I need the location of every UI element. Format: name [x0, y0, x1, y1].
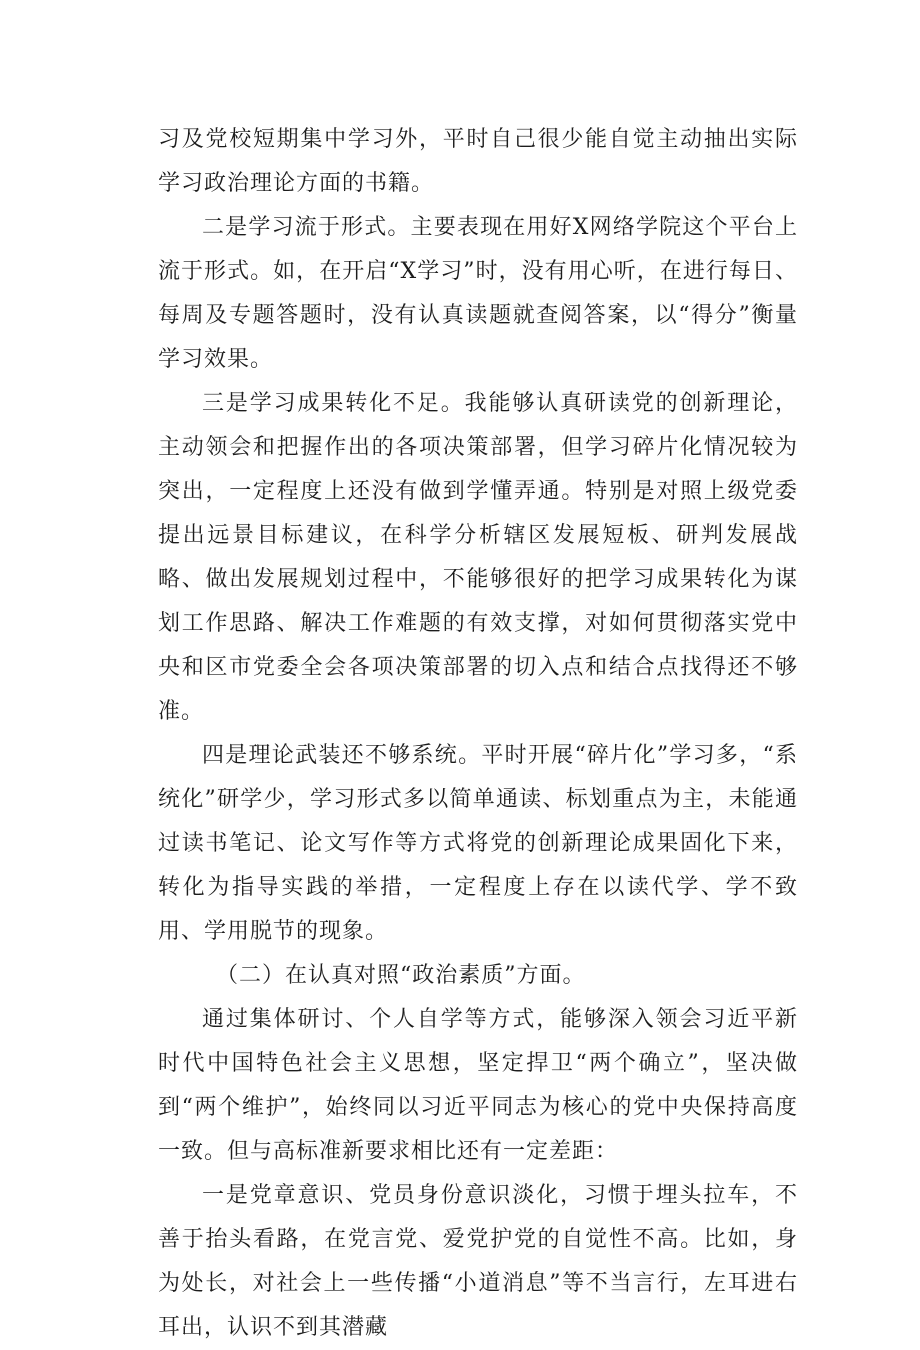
paragraph-point-two-formalism: 二是学习流于形式。主要表现在用好X网络学院这个平台上流于形式。如，在开启“X学习”时，没有用心听，在进行每日、每周及专题答题时，没有认真读题就查阅答案，以“得分”衡量学习效果。	[158, 215, 798, 372]
paragraph-point-three-transformation: 三是学习成果转化不足。我能够认真研读党的创新理论，主动领会和把握作出的各项决策部署，但学习碎片化情况较为突出，一定程度上还没有做到学懂弄通。特别是对照上级党委提出远景目标建议，在科学分析辖区发展短板、研判发展战略、做出发展规划过程中，不能够很好的把学习成果转化为谋划工作思路、解决工作难题的有效支撑，对如何贯彻落实党中央和区市党委全会各项决策部署的切入点和结合点找得还不够准。	[158, 391, 798, 724]
section-heading-political-quality: （二）在认真对照“政治素质”方面。	[216, 963, 586, 988]
document-body	[158, 118, 798, 1350]
paragraph-continuation: 习及党校短期集中学习外，平时自己很少能自觉主动抽出实际学习政治理论方面的书籍。	[158, 127, 798, 196]
paragraph-political-quality-intro: 通过集体研讨、个人自学等方式，能够深入领会习近平新时代中国特色社会主义思想，坚定捍卫“两个确立”，坚决做到“两个维护”，始终同以习近平同志为核心的党中央保持高度一致。但与高标准新要求相比还有一定差距：	[158, 1007, 798, 1164]
paragraph-point-four-theory: 四是理论武装还不够系统。平时开展“碎片化”学习多，“系统化”研学少，学习形式多以简单通读、标划重点为主，未能通过读书笔记、论文写作等方式将党的创新理论成果固化下来，转化为指导实践的举措，一定程度上存在以读代学、学不致用、学用脱节的现象。	[158, 743, 798, 944]
paragraph-point-one-party-awareness: 一是党章意识、党员身份意识淡化，习惯于埋头拉车，不善于抬头看路，在党言党、爱党护党的自觉性不高。比如，身为处长，对社会上一些传播“小道消息”等不当言行，左耳进右耳出，认识不到其潜藏	[158, 1183, 798, 1340]
